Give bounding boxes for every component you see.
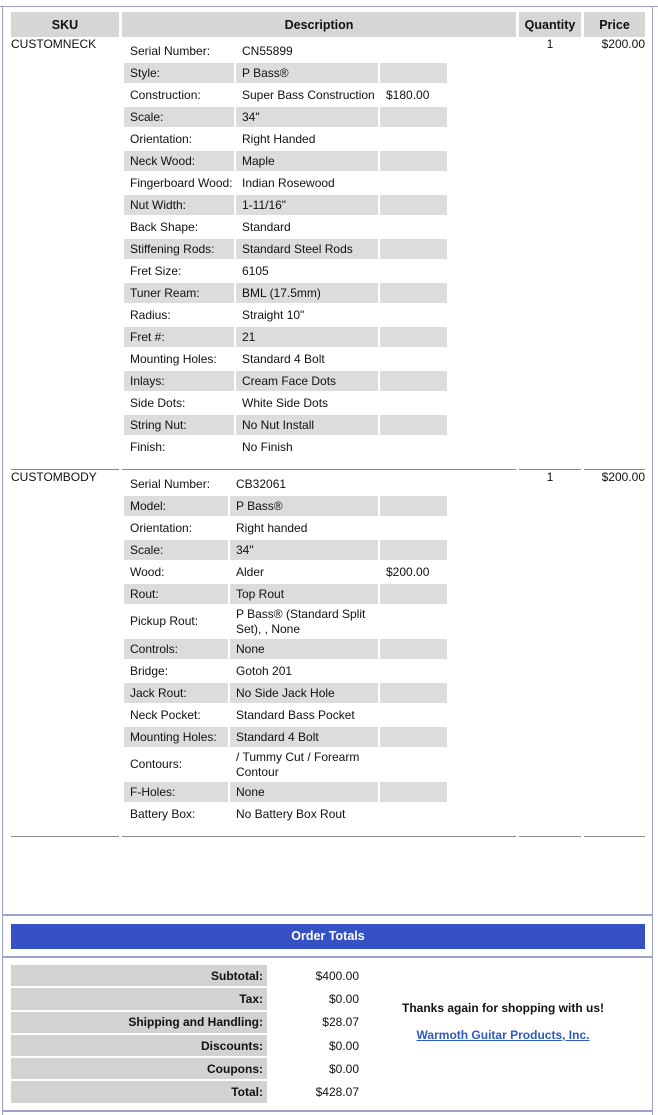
price-cell: $200.00 — [601, 37, 645, 51]
option-price — [380, 804, 447, 824]
option-label: Side Dots: — [130, 395, 186, 410]
option-label: Radius: — [130, 307, 171, 322]
option-row — [124, 518, 514, 538]
frame-bottom-line — [2, 1110, 653, 1112]
option-price — [380, 261, 447, 281]
totals-row — [11, 1081, 365, 1102]
option-value: CB32061 — [236, 476, 287, 491]
totals-value: $28.07 — [322, 1015, 359, 1030]
option-price — [380, 63, 447, 83]
option-row — [124, 540, 514, 560]
option-price — [380, 239, 447, 259]
option-label: Wood: — [130, 564, 165, 579]
frame-divider-2 — [2, 956, 653, 958]
option-value: Standard Steel Rods — [236, 239, 378, 259]
option-value: Standard — [242, 219, 291, 234]
option-row — [124, 683, 514, 703]
totals-label: Shipping and Handling: — [11, 1012, 267, 1033]
option-row — [124, 107, 514, 127]
description-header: Description — [122, 12, 516, 37]
option-label: Neck Pocket: — [130, 707, 201, 722]
options-table — [122, 472, 516, 826]
option-price — [380, 437, 447, 457]
item-separator — [11, 826, 645, 837]
option-price — [380, 518, 447, 538]
option-row — [124, 393, 514, 413]
option-price — [380, 349, 447, 369]
option-price — [380, 151, 447, 171]
totals-row — [11, 1058, 365, 1079]
option-value: BML (17.5mm) — [236, 283, 378, 303]
option-price — [380, 584, 447, 604]
option-label: Jack Rout: — [124, 683, 228, 703]
option-value: Top Rout — [230, 584, 378, 604]
option-price: $200.00 — [386, 564, 430, 579]
quantity-cell: 1 — [546, 470, 554, 484]
option-row — [124, 705, 514, 725]
option-label: Back Shape: — [130, 219, 199, 234]
option-value: 34" — [230, 540, 378, 560]
option-value: Right handed — [236, 520, 308, 535]
option-label: Orientation: — [130, 131, 193, 146]
option-label: Serial Number: — [130, 43, 211, 58]
option-price — [380, 305, 447, 325]
option-value: 34" — [236, 107, 378, 127]
option-value: P Bass® — [230, 496, 378, 516]
option-label: Battery Box: — [130, 806, 196, 821]
option-label: Model: — [124, 496, 228, 516]
frame-right-line — [652, 6, 653, 1115]
option-value: None — [230, 782, 378, 802]
option-value: No Battery Box Rout — [236, 806, 346, 821]
description-cell — [122, 37, 516, 459]
option-value: No Side Jack Hole — [230, 683, 378, 703]
option-label: Orientation: — [130, 520, 193, 535]
option-price — [380, 727, 447, 747]
option-price — [380, 606, 447, 637]
option-label: F-Holes: — [124, 782, 228, 802]
totals-value: $428.07 — [315, 1085, 359, 1100]
option-price — [380, 283, 447, 303]
option-label: Construction: — [130, 87, 201, 102]
option-row — [124, 41, 514, 61]
options-table — [122, 39, 516, 459]
option-row — [124, 727, 514, 747]
option-value: / Tummy Cut / Forearm Contour — [236, 749, 360, 779]
option-label: Style: — [124, 63, 234, 83]
option-price — [380, 661, 447, 681]
option-label: Stiffening Rods: — [124, 239, 234, 259]
quantity-cell: 1 — [546, 37, 554, 51]
option-price — [380, 217, 447, 237]
option-row — [124, 305, 514, 325]
sku-cell: CUSTOMNECK — [11, 37, 97, 51]
option-value: No Nut Install — [236, 415, 378, 435]
option-value: 6105 — [242, 263, 269, 278]
frame-left-line — [2, 6, 3, 1115]
option-row — [124, 474, 514, 494]
option-value: Gotoh 201 — [236, 663, 293, 678]
option-row — [124, 562, 514, 582]
item-separator — [11, 459, 645, 470]
option-price — [380, 41, 447, 61]
totals-value: $0.00 — [328, 1038, 359, 1053]
option-label: Mounting Holes: — [124, 727, 228, 747]
option-label: Finish: — [130, 439, 166, 454]
option-row — [124, 661, 514, 681]
totals-label: Total: — [11, 1081, 267, 1102]
option-row — [124, 496, 514, 516]
price-cell: $200.00 — [601, 470, 645, 484]
option-row — [124, 217, 514, 237]
option-row — [124, 749, 514, 780]
items-body — [11, 37, 645, 837]
quantity-header: Quantity — [519, 12, 581, 37]
option-label: Mounting Holes: — [130, 351, 217, 366]
option-row — [124, 415, 514, 435]
option-price — [380, 129, 447, 149]
option-value: Right Handed — [242, 131, 316, 146]
option-label: Fret Size: — [130, 263, 182, 278]
totals-row — [11, 988, 365, 1009]
option-value: Standard 4 Bolt — [230, 727, 378, 747]
option-price — [380, 195, 447, 215]
option-price — [380, 415, 447, 435]
description-cell — [122, 470, 516, 826]
option-label: Fret #: — [124, 327, 234, 347]
option-value: CN55899 — [242, 43, 293, 58]
option-value: Standard 4 Bolt — [242, 351, 325, 366]
option-value: 1-11/16" — [236, 195, 378, 215]
option-row — [124, 63, 514, 83]
totals-value: $0.00 — [328, 991, 359, 1006]
option-label: Neck Wood: — [124, 151, 234, 171]
store-link[interactable]: Warmoth Guitar Products, Inc. — [416, 1028, 590, 1042]
option-price — [380, 393, 447, 413]
header-row — [11, 12, 645, 37]
thanks-message: Thanks again for shopping with us! — [401, 1001, 604, 1015]
option-row — [124, 371, 514, 391]
item-row — [11, 37, 645, 459]
option-label: Inlays: — [124, 371, 234, 391]
option-value: White Side Dots — [242, 395, 329, 410]
option-label: Rout: — [124, 584, 228, 604]
option-row — [124, 283, 514, 303]
option-label: Fingerboard Wood: — [130, 175, 233, 190]
option-row — [124, 85, 514, 105]
option-price — [380, 173, 447, 193]
frame-divider-1 — [2, 914, 653, 916]
option-value: None — [230, 639, 378, 659]
option-value: Super Bass Construction — [242, 87, 375, 102]
option-price — [380, 496, 447, 516]
option-row — [124, 195, 514, 215]
option-label: Scale: — [124, 107, 234, 127]
option-row — [124, 606, 514, 637]
option-row — [124, 327, 514, 347]
option-row — [124, 437, 514, 457]
option-row — [124, 151, 514, 171]
totals-row — [11, 1012, 365, 1033]
option-label: Tuner Ream: — [124, 283, 234, 303]
option-row — [124, 129, 514, 149]
item-row — [11, 470, 645, 826]
option-price — [380, 782, 447, 802]
option-price — [380, 371, 447, 391]
order-totals-header: Order Totals — [11, 924, 645, 949]
option-row — [124, 349, 514, 369]
option-value: Maple — [236, 151, 378, 171]
option-value: Standard Bass Pocket — [236, 707, 355, 722]
price-header: Price — [584, 12, 645, 37]
option-price — [380, 107, 447, 127]
option-value: Straight 10" — [242, 307, 305, 322]
option-price — [380, 749, 447, 780]
option-value: No Finish — [242, 439, 293, 454]
option-row — [124, 584, 514, 604]
option-value: 21 — [236, 327, 378, 347]
totals-table — [9, 963, 367, 1105]
option-price — [380, 327, 447, 347]
option-value: Indian Rosewood — [242, 175, 335, 190]
option-label: Pickup Rout: — [130, 614, 199, 628]
totals-label: Coupons: — [11, 1058, 267, 1079]
totals-value: $0.00 — [328, 1061, 359, 1076]
option-label: Nut Width: — [124, 195, 234, 215]
option-value: Cream Face Dots — [236, 371, 378, 391]
totals-value: $400.00 — [315, 968, 359, 983]
option-price: $180.00 — [386, 87, 430, 102]
option-price — [380, 683, 447, 703]
option-label: Contours: — [130, 757, 183, 771]
option-label: Controls: — [124, 639, 228, 659]
option-label: Scale: — [124, 540, 228, 560]
totals-row — [11, 1035, 365, 1056]
option-label: Bridge: — [130, 663, 169, 678]
totals-row — [11, 965, 365, 986]
option-value: Alder — [236, 564, 265, 579]
option-row — [124, 639, 514, 659]
order-items-table — [8, 12, 648, 837]
sku-header: SKU — [11, 12, 119, 37]
sku-cell: CUSTOMBODY — [11, 470, 97, 484]
thanks-block — [380, 1001, 626, 1042]
option-row — [124, 804, 514, 824]
option-row — [124, 173, 514, 193]
option-value: P Bass® — [236, 63, 378, 83]
totals-label: Discounts: — [11, 1035, 267, 1056]
option-price — [380, 540, 447, 560]
option-row — [124, 239, 514, 259]
option-price — [380, 474, 447, 494]
option-price — [380, 705, 447, 725]
option-row — [124, 782, 514, 802]
option-row — [124, 261, 514, 281]
option-label: Serial Number: — [130, 476, 211, 491]
frame-top-line — [0, 6, 658, 7]
totals-label: Tax: — [11, 988, 267, 1009]
option-label: String Nut: — [124, 415, 234, 435]
option-value: P Bass® (Standard Split Set), , None — [236, 606, 366, 636]
option-price — [380, 639, 447, 659]
totals-label: Subtotal: — [11, 965, 267, 986]
